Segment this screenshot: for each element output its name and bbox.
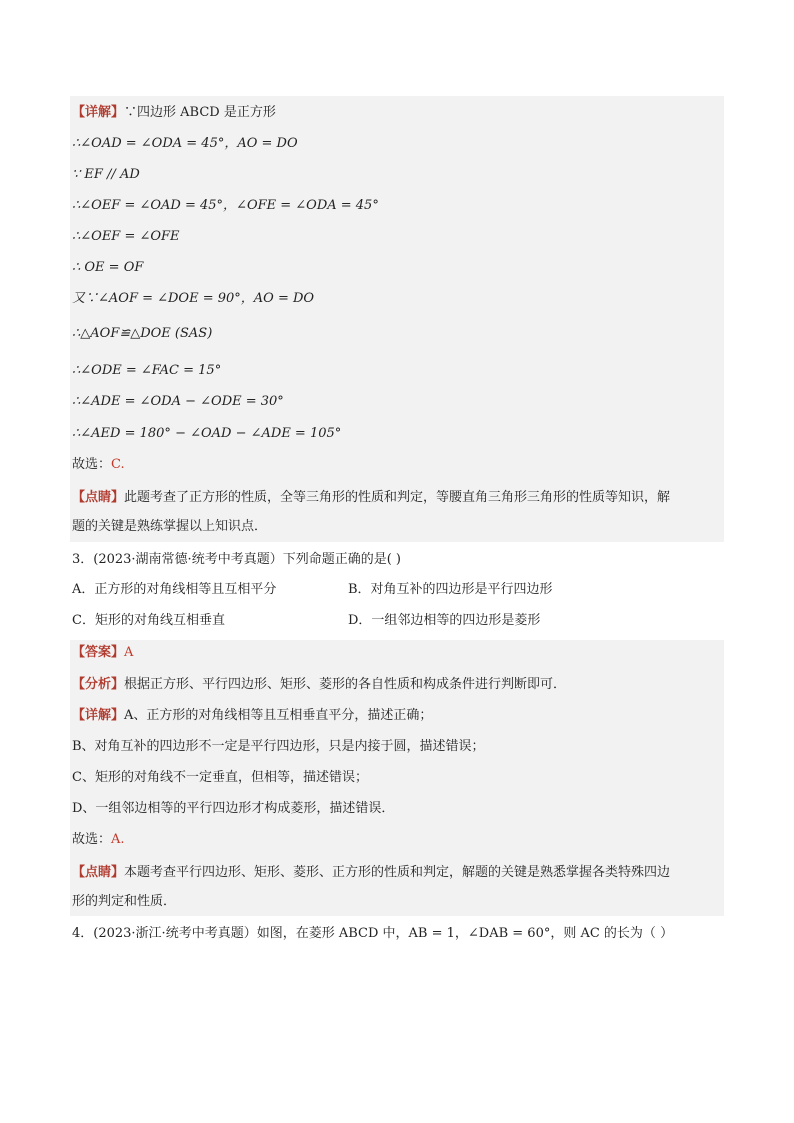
answer-value: A bbox=[124, 645, 134, 660]
choose-line-2: 故选：A. bbox=[72, 832, 125, 847]
detail2-tag: 【详解】 bbox=[72, 708, 125, 723]
comment2-line-1: 【点睛】本题考查平行四边形、矩形、菱形、正方形的性质和判定，解题的关键是熟悉掌握各类特殊四边 bbox=[72, 865, 671, 880]
detail-line-4: ∴∠OEF = ∠OAD = 45°，∠OFE = ∠ODA = 45° bbox=[72, 198, 379, 213]
detail-line-8: ∴△AOF≌△DOE (SAS) bbox=[72, 326, 213, 341]
detail-line-7: 又∵∠AOF = ∠DOE = 90°，AO = DO bbox=[72, 291, 315, 306]
q3-option-d: D．一组邻边相等的四边形是菱形 bbox=[348, 613, 541, 628]
question-3-stem: 3．(2023·湖南常德·统考中考真题）下列命题正确的是( ) bbox=[72, 552, 401, 567]
analysis-tag: 【分析】 bbox=[72, 677, 125, 692]
detail-line-11: ∴∠AED = 180° − ∠OAD − ∠ADE = 105° bbox=[72, 426, 342, 441]
detail-line-3: ∵ EF // AD bbox=[72, 167, 140, 182]
detail-line-9: ∴∠ODE = ∠FAC = 15° bbox=[72, 363, 222, 378]
choose-answer-2: A. bbox=[111, 832, 125, 847]
q3-option-b: B．对角互补的四边形是平行四边形 bbox=[348, 582, 553, 597]
detail-line-2: ∴∠OAD = ∠ODA = 45°，AO = DO bbox=[72, 136, 298, 151]
solution-block-1 bbox=[70, 96, 724, 542]
detail2-line-4: D、一组邻边相等的平行四边形才构成菱形，描述错误． bbox=[72, 801, 395, 816]
detail-line-5: ∴∠OEF = ∠OFE bbox=[72, 229, 180, 244]
comment2-tag: 【点睛】 bbox=[72, 865, 125, 880]
choose-answer: C. bbox=[111, 457, 125, 472]
detail2-line-3: C、矩形的对角线不一定垂直，但相等，描述错误； bbox=[72, 770, 368, 785]
q3-option-a: A．正方形的对角线相等且互相平分 bbox=[72, 582, 277, 597]
comment2-line-2: 形的判定和性质． bbox=[72, 894, 177, 909]
detail-line-1: 【详解】∵四边形 ABCD 是正方形 bbox=[72, 105, 276, 120]
detail-line-10: ∴∠ADE = ∠ODA − ∠ODE = 30° bbox=[72, 394, 284, 409]
analysis-line: 【分析】根据正方形、平行四边形、矩形、菱形的各自性质和构成条件进行判断即可． bbox=[72, 677, 567, 692]
answer-line bbox=[72, 644, 133, 662]
comment-tag: 【点睛】 bbox=[72, 490, 125, 505]
answer-tag: 【答案】 bbox=[72, 645, 125, 660]
question-4-stem: 4．(2023·浙江·统考中考真题）如图，在菱形 ABCD 中，AB = 1，∠DAB = 60°，则 AC 的长为（ ） bbox=[72, 926, 674, 941]
detail-tag: 【详解】 bbox=[72, 105, 125, 120]
choose-line-1: 故选：C. bbox=[72, 457, 125, 472]
detail2-line-1: 【详解】A、正方形的对角线相等且互相垂直平分，描述正确； bbox=[72, 708, 433, 723]
detail2-line-2: B、对角互补的四边形不一定是平行四边形，只是内接于圆，描述错误； bbox=[72, 739, 485, 754]
comment-line-2: 题的关键是熟练掌握以上知识点． bbox=[72, 519, 268, 534]
q3-option-c: C．矩形的对角线互相垂直 bbox=[72, 613, 225, 628]
detail-line-6: ∴ OE = OF bbox=[72, 260, 144, 275]
comment-line-1: 【点睛】此题考查了正方形的性质，全等三角形的性质和判定，等腰直角三角形三角形的性质等知识，解 bbox=[72, 490, 671, 505]
